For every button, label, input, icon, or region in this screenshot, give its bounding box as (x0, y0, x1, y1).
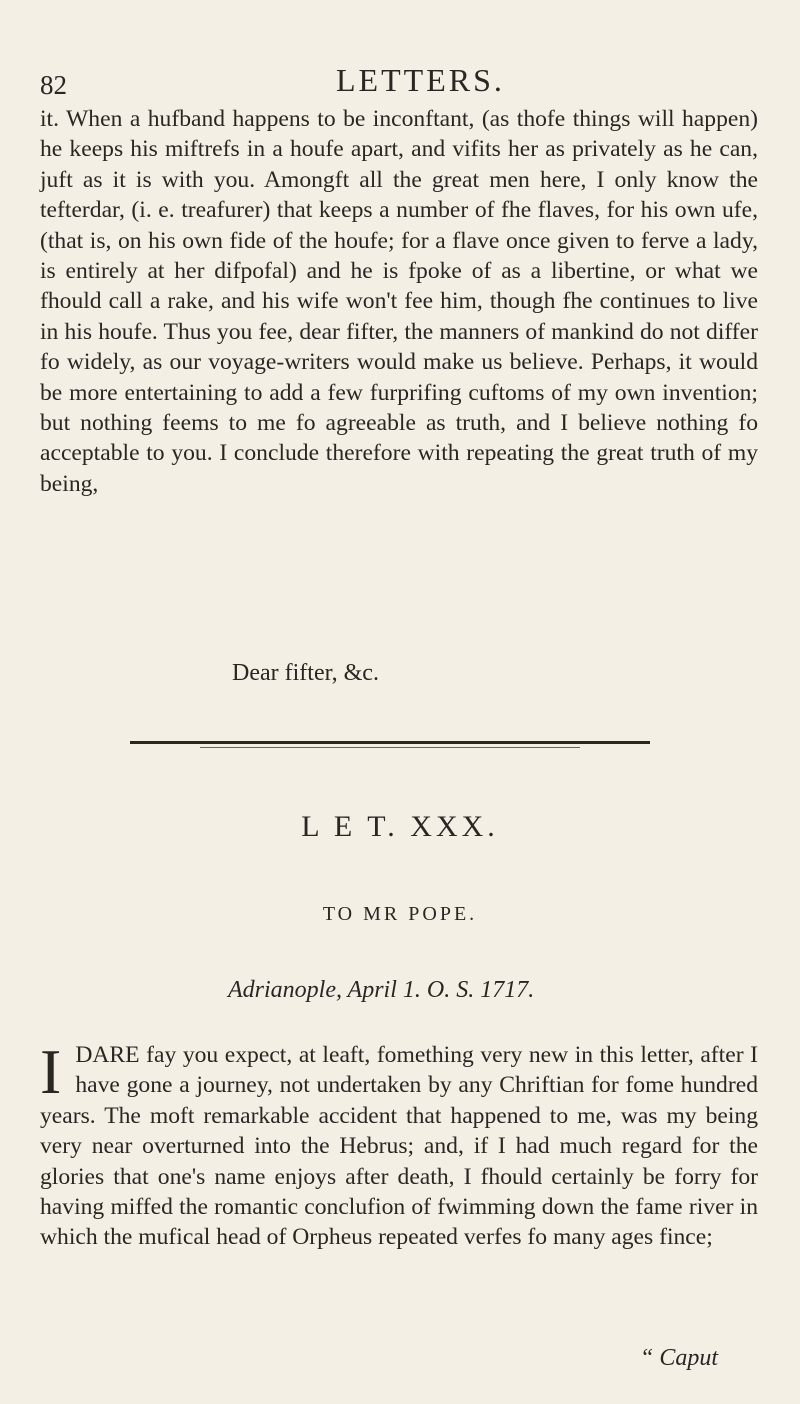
letter-heading: L E T. XXX. (301, 810, 499, 843)
letter-body (40, 1036, 758, 1253)
section-divider-thin (200, 747, 580, 748)
page-header (40, 62, 755, 102)
drop-cap: I (40, 1036, 62, 1107)
catchword: “ Caput (640, 1345, 719, 1371)
page-number: 82 (40, 70, 67, 100)
letter-closing: Dear fifter, &c. (232, 660, 379, 686)
previous-letter-text: it. When a hufband happens to be inconftant, (as thofe things will happen) he keeps his miftrefs in a houfe apart, and vifits her as privately as he can, juft as it is with you. Amongft all the great men here, I only know the tefterdar, (i. e. treafurer) that keeps a number of fhe flaves, for his own ufe, (that is, on his own fide of the houfe; for a flave once given to ferve a lady, is entirely at her difpofal) and he is fpoke of as a libertine, or what we fhould call a rake, and his wife won't fee him, though fhe continues to live in his houfe. Thus you fee, dear fifter, the manners of mankind do not differ fo widely, as our voyage-writers would make us believe. Perhaps, it would be more entertaining to add a few furprifing cuftoms of my own invention; but nothing feems to me fo agreeable as truth, and I believe nothing fo acceptable to you. I conclude therefore with repeating the great truth of my being, (40, 106, 758, 497)
letter-dateline: Adrianople, April 1. O. S. 1717. (228, 977, 535, 1003)
letter-body-text: DARE fay you expect, at leaft, fomething very new in this letter, after I have gone a journey, not undertaken by any Chriftian for fome hundred years. The moft remarkable accident that happened to me, was my being very near overturned into the Hebrus; and, if I had much regard for the glories that one's name enjoys after death, I fhould certainly be forry for having miffed the romantic conclufion of fwimming down the fame river in which the mufical head of Orpheus repeated verfes fo many ages fince; (40, 1042, 758, 1251)
section-divider (130, 741, 650, 744)
letter-recipient: TO MR POPE. (322, 903, 478, 925)
running-head: LETTERS. (336, 62, 505, 98)
